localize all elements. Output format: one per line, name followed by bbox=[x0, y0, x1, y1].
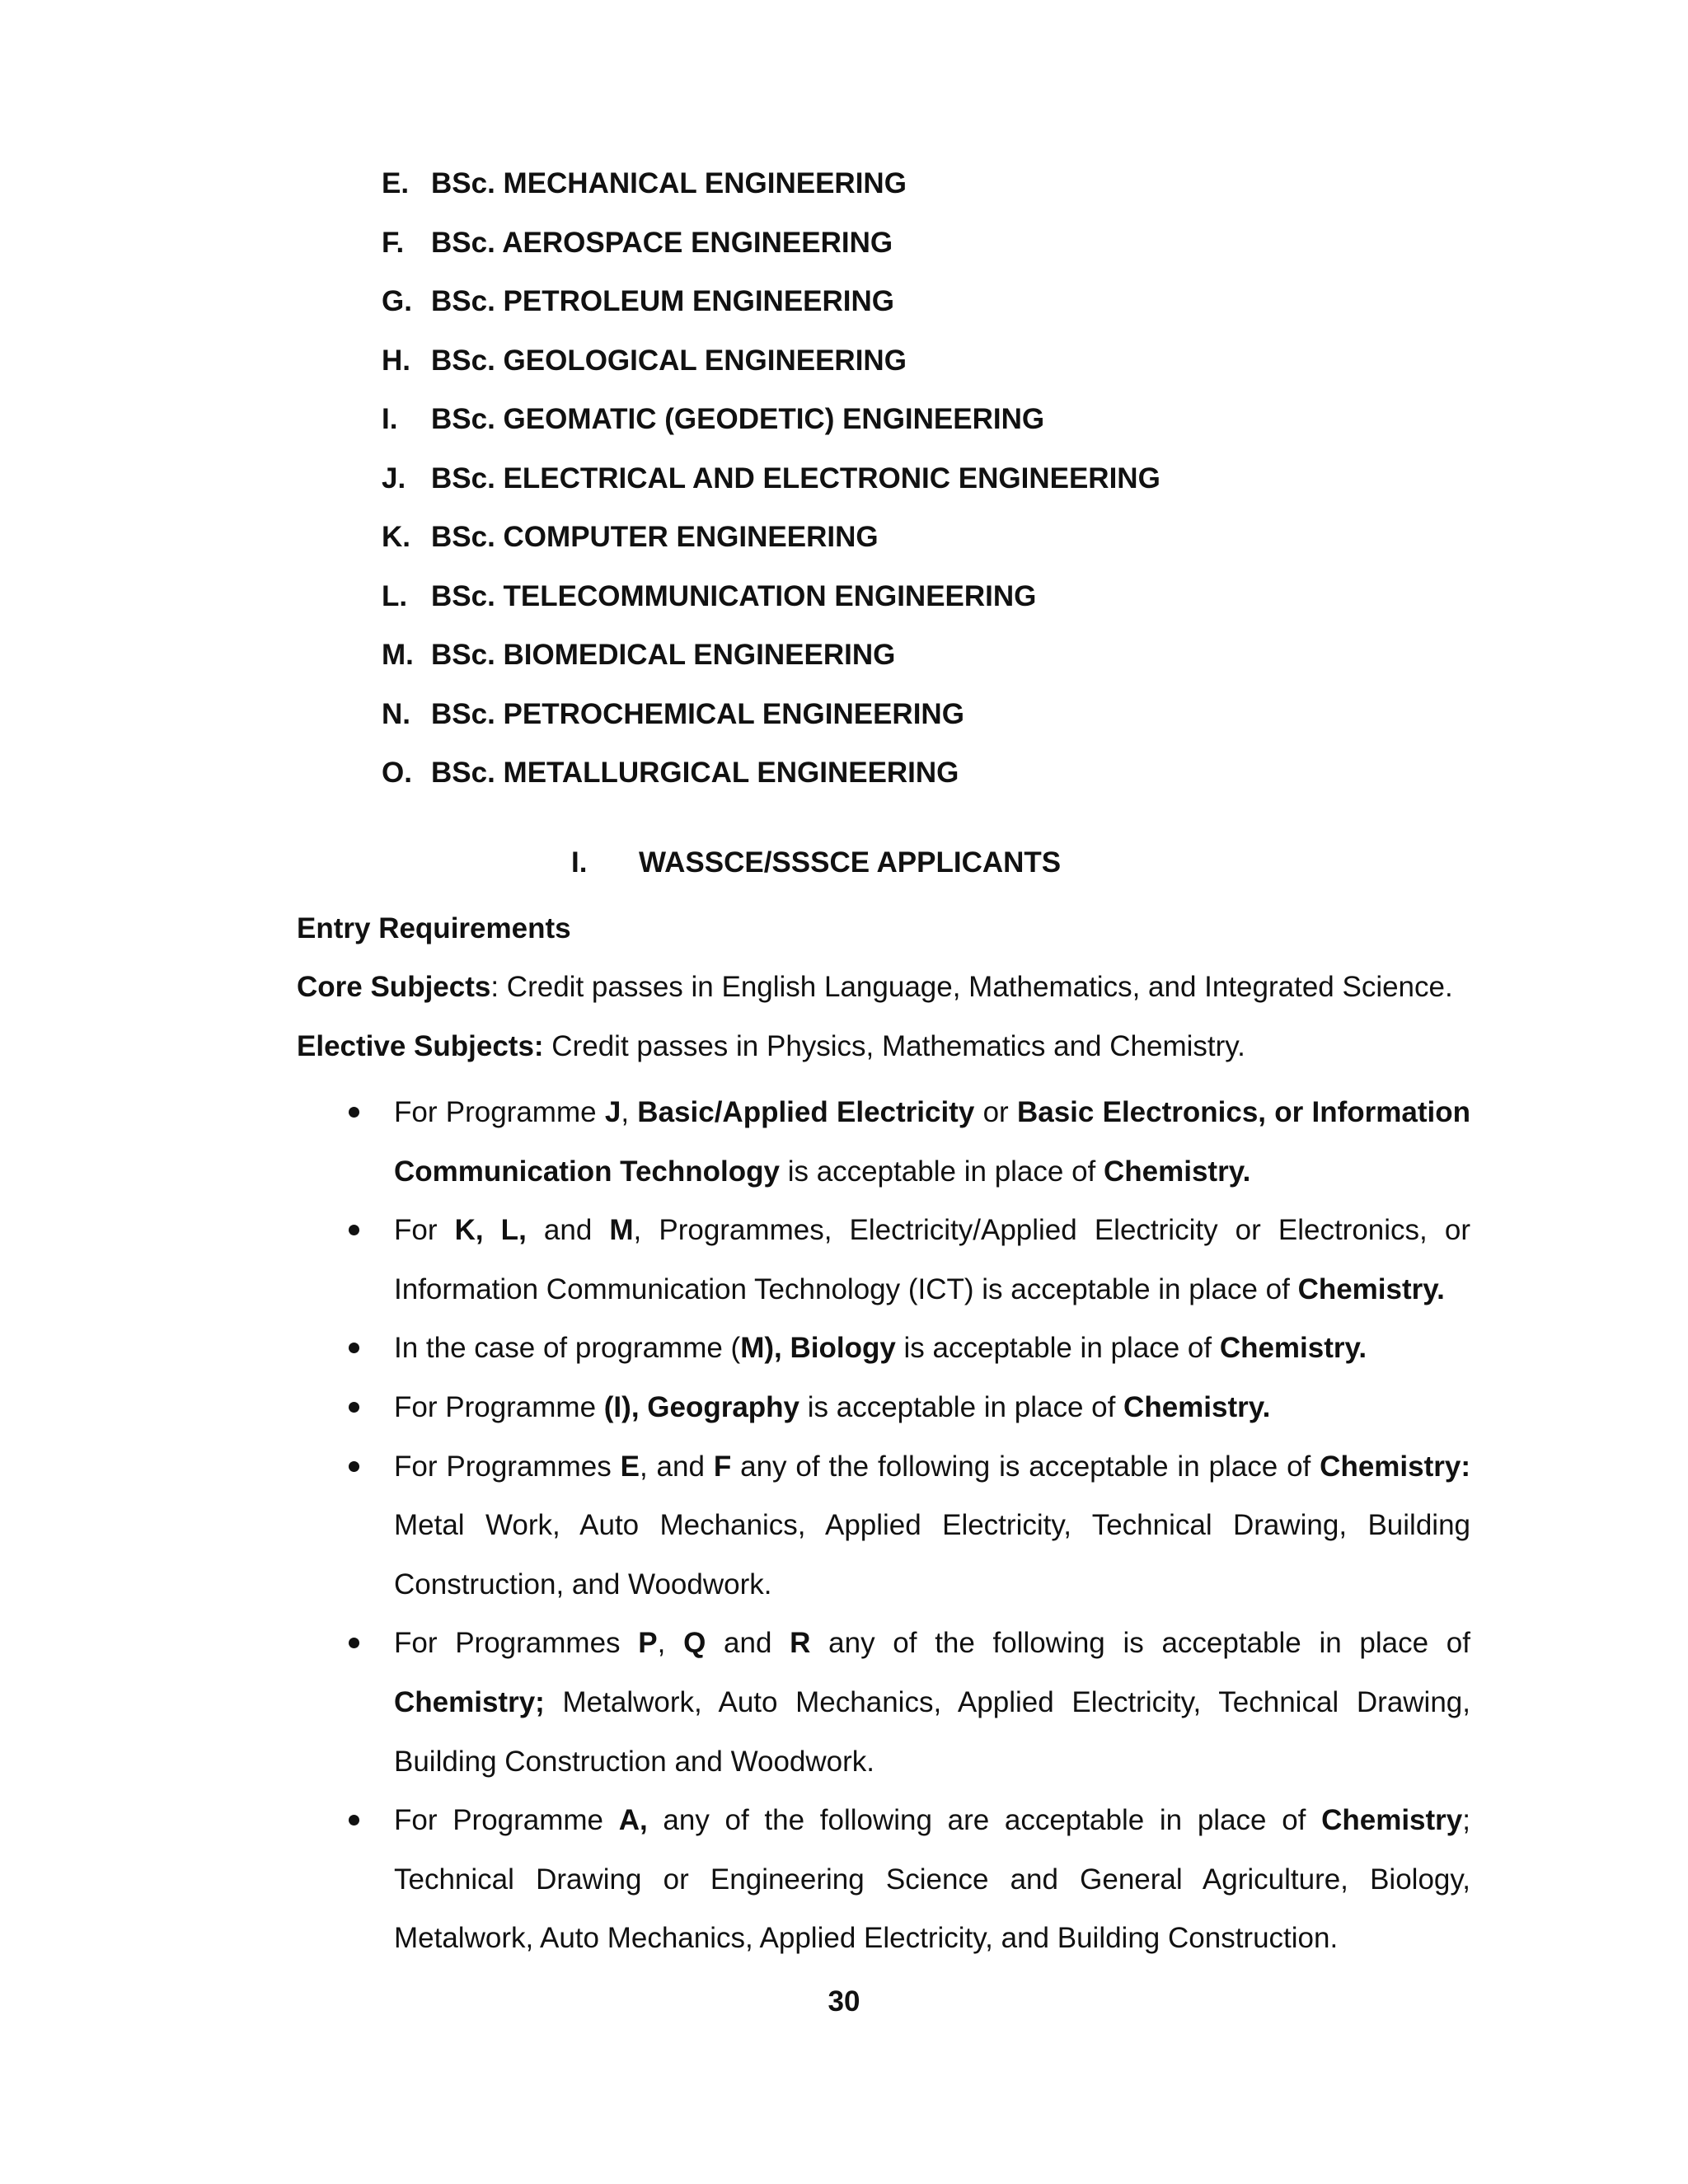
bullet-bold-text: Chemistry. bbox=[1297, 1272, 1445, 1305]
elective-subjects-line bbox=[297, 1026, 1245, 1067]
bullet-dot-icon bbox=[349, 1402, 359, 1413]
entry-requirements-title: Entry Requirements bbox=[297, 912, 571, 944]
bullet-bold-text: P bbox=[638, 1627, 658, 1660]
requirement-bullet bbox=[297, 1083, 1470, 1201]
bullet-bold-text: E bbox=[620, 1450, 640, 1483]
core-subjects-label: Core Subjects bbox=[297, 971, 491, 1003]
programme-name: BSc. GEOLOGICAL ENGINEERING bbox=[431, 344, 907, 377]
programme-name: BSc. BIOMEDICAL ENGINEERING bbox=[431, 639, 896, 671]
bullet-bold-text: Chemistry. bbox=[1104, 1155, 1251, 1188]
programme-name: BSc. GEOMATIC (GEODETIC) ENGINEERING bbox=[431, 403, 1045, 435]
bullet-bold-text: K, L, bbox=[454, 1214, 527, 1247]
bullet-dot-icon bbox=[349, 1815, 359, 1825]
bullet-dot-icon bbox=[349, 1638, 359, 1648]
programme-letter: F. bbox=[382, 226, 405, 259]
bullet-text: , bbox=[621, 1096, 638, 1128]
bullet-text: Metalwork, Auto Mechanics, Applied Electricity, Technical Drawing, Building Construction and Woodwork. bbox=[394, 1685, 1470, 1778]
programme-letter: L. bbox=[382, 579, 408, 612]
programme-name: BSc. METALLURGICAL ENGINEERING bbox=[431, 757, 959, 789]
bullet-text: is acceptable in place of bbox=[779, 1155, 1104, 1188]
programme-name: BSc. MECHANICAL ENGINEERING bbox=[431, 167, 907, 199]
elective-subjects-label: Elective Subjects: bbox=[297, 1030, 544, 1062]
section-number: I. bbox=[571, 846, 588, 879]
programme-item bbox=[382, 458, 1160, 518]
programme-list bbox=[382, 163, 1160, 812]
programme-name: BSc. AEROSPACE ENGINEERING bbox=[431, 226, 893, 259]
bullet-text: is acceptable in place of bbox=[799, 1390, 1124, 1423]
bullet-dot-icon bbox=[349, 1461, 359, 1472]
bullet-bold-text: M bbox=[609, 1214, 634, 1247]
requirement-bullet bbox=[297, 1614, 1470, 1791]
requirement-bullet bbox=[297, 1319, 1470, 1378]
programme-item bbox=[382, 517, 1160, 576]
programme-name: BSc. PETROLEUM ENGINEERING bbox=[431, 285, 895, 317]
programme-item bbox=[382, 694, 1160, 753]
bullet-bold-text: A, bbox=[618, 1804, 648, 1837]
requirement-bullet bbox=[297, 1437, 1470, 1615]
bullet-bold-text: Chemistry. bbox=[1219, 1332, 1367, 1365]
programme-letter: O. bbox=[382, 757, 412, 789]
programme-item bbox=[382, 399, 1160, 458]
bullet-bold-text: Basic Electronics, or Information Communication Technology bbox=[394, 1096, 1471, 1188]
bullet-text: , and bbox=[639, 1450, 714, 1483]
programme-letter: K. bbox=[382, 521, 410, 553]
bullet-bold-text: Chemistry bbox=[1321, 1804, 1463, 1837]
section-heading bbox=[571, 842, 1061, 883]
programme-item bbox=[382, 340, 1160, 400]
requirement-bullet bbox=[297, 1378, 1470, 1437]
programme-item bbox=[382, 223, 1160, 282]
bullet-text: or bbox=[974, 1096, 1017, 1128]
programme-letter: I. bbox=[382, 403, 398, 435]
programme-letter: J. bbox=[382, 462, 406, 494]
section-title: WASSCE/SSSCE APPLICANTS bbox=[639, 846, 1062, 879]
bullet-text: Metal Work, Auto Mechanics, Applied Electricity, Technical Drawing, Building Construction, and Woodwork. bbox=[394, 1509, 1470, 1601]
bullet-bold-text: Chemistry: bbox=[1320, 1450, 1470, 1483]
bullet-dot-icon bbox=[349, 1225, 359, 1235]
programme-name: BSc. COMPUTER ENGINEERING bbox=[431, 521, 879, 553]
elective-subjects-text: Credit passes in Physics, Mathematics and Chemistry. bbox=[543, 1030, 1245, 1062]
bullet-bold-text: Q bbox=[683, 1627, 706, 1660]
programme-name: BSc. TELECOMMUNICATION ENGINEERING bbox=[431, 579, 1037, 612]
bullet-bold-text: (I), Geography bbox=[603, 1390, 800, 1423]
page-number: 30 bbox=[828, 1985, 860, 2018]
programme-letter: E. bbox=[382, 167, 410, 199]
programme-letter: N. bbox=[382, 697, 410, 730]
requirements-bullet-list bbox=[297, 1083, 1470, 1968]
bullet-text: and bbox=[526, 1214, 610, 1247]
programme-item bbox=[382, 752, 1160, 812]
bullet-bold-text: F bbox=[713, 1450, 732, 1483]
bullet-bold-text: Basic/Applied Electricity bbox=[637, 1096, 975, 1128]
programme-letter: M. bbox=[382, 639, 414, 671]
bullet-text: For bbox=[394, 1214, 455, 1247]
bullet-text: any of the following are acceptable in place of bbox=[647, 1804, 1322, 1837]
core-subjects-text: : Credit passes in English Language, Mathematics, and Integrated Science. bbox=[490, 971, 1453, 1003]
programme-name: BSc. PETROCHEMICAL ENGINEERING bbox=[431, 697, 964, 730]
bullet-bold-text: J bbox=[604, 1096, 621, 1128]
bullet-text: any of the following is acceptable in place of bbox=[731, 1450, 1320, 1483]
bullet-bold-text: Chemistry. bbox=[1123, 1390, 1271, 1423]
core-subjects-line bbox=[297, 967, 1453, 1008]
bullet-dot-icon bbox=[349, 1343, 359, 1353]
bullet-text: any of the following is acceptable in place of bbox=[810, 1627, 1470, 1660]
bullet-bold-text: R bbox=[790, 1627, 811, 1660]
bullet-text: is acceptable in place of bbox=[895, 1332, 1220, 1365]
requirement-bullet bbox=[297, 1791, 1470, 1968]
programme-letter: H. bbox=[382, 344, 410, 377]
bullet-text: ; Technical Drawing or Engineering Science and General Agriculture, Biology, Metalwork, Auto Mechanics, Applied Electricity, and Building Construction. bbox=[394, 1804, 1470, 1955]
programme-item bbox=[382, 635, 1160, 694]
programme-item bbox=[382, 281, 1160, 340]
bullet-text: For Programme bbox=[394, 1096, 605, 1128]
bullet-text: and bbox=[706, 1627, 790, 1660]
bullet-text: For Programme bbox=[394, 1390, 604, 1423]
bullet-bold-text: Chemistry; bbox=[394, 1685, 545, 1718]
programme-letter: G. bbox=[382, 285, 412, 317]
bullet-text: For Programmes bbox=[394, 1627, 639, 1660]
bullet-text: For Programmes bbox=[394, 1450, 621, 1483]
programme-item bbox=[382, 576, 1160, 635]
bullet-text: , Programmes, Electricity/Applied Electricity or Electronics, or Information Communication Technology (ICT) is acceptable in place of bbox=[394, 1214, 1470, 1305]
bullet-text: In the case of programme ( bbox=[394, 1332, 741, 1365]
programme-name: BSc. ELECTRICAL AND ELECTRONIC ENGINEERING bbox=[431, 462, 1160, 494]
programme-item bbox=[382, 163, 1160, 223]
bullet-text: For Programme bbox=[394, 1804, 619, 1837]
bullet-dot-icon bbox=[349, 1107, 359, 1118]
requirement-bullet bbox=[297, 1201, 1470, 1319]
bullet-bold-text: M), Biology bbox=[740, 1332, 896, 1365]
bullet-text: , bbox=[657, 1627, 684, 1660]
